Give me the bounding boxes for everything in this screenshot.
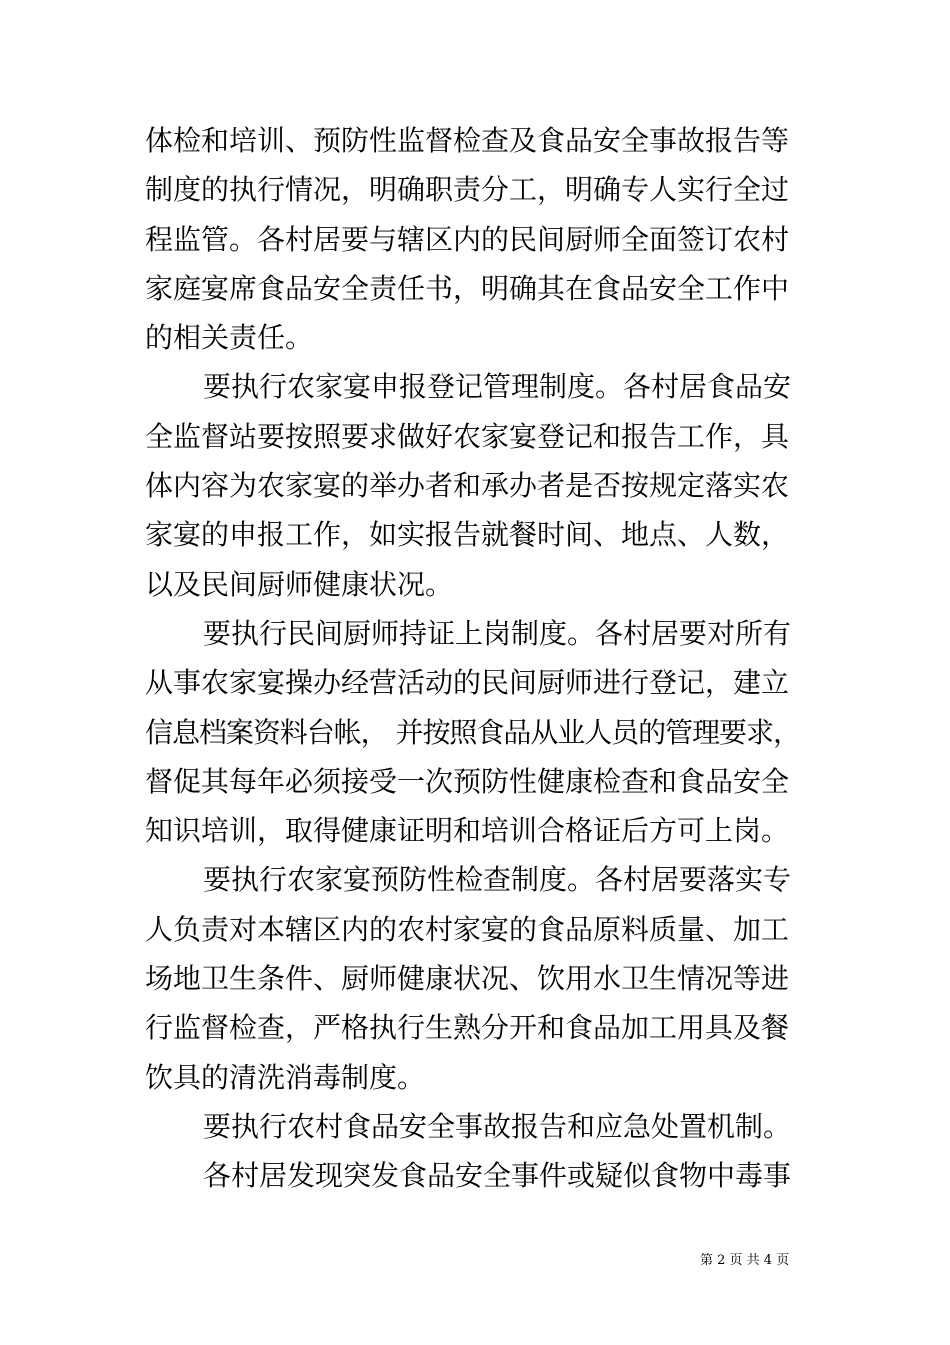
text-line: 饮具的清洗消毒制度。 <box>145 1060 426 1094</box>
text-line: 以及民间厨师健康状况。 <box>145 567 454 601</box>
text-line: 信息档案资料台帐， 并按照食品从业人员的管理要求， <box>145 715 800 749</box>
paragraph-start-line: 各村居发现突发食品安全事件或疑似食物中毒事 <box>203 1159 792 1193</box>
text-line: 全监督站要按照要求做好农家宴登记和报告工作，具 <box>145 419 790 453</box>
page-number-footer: 第 2 页 共 4 页 <box>700 1253 790 1268</box>
text-line: 场地卫生条件、厨师健康状况、饮用水卫生情况等进 <box>145 962 790 996</box>
text-line: 家庭宴席食品安全责任书，明确其在食品安全工作中 <box>145 271 790 305</box>
text-line: 的相关责任。 <box>145 321 314 355</box>
text-line: 家宴的申报工作，如实报告就餐时间、地点、人数， <box>145 518 790 552</box>
text-line: 体内容为农家宴的举办者和承办者是否按规定落实农 <box>145 469 790 503</box>
paragraph-start-line: 要执行农家宴预防性检查制度。各村居要落实专 <box>203 863 792 897</box>
text-line: 督促其每年必须接受一次预防性健康检查和食品安全 <box>145 764 790 798</box>
paragraph-start-line: 要执行农村食品安全事故报告和应急处置机制。 <box>203 1109 792 1143</box>
text-line: 行监督检查，严格执行生熟分开和食品加工用具及餐 <box>145 1011 790 1045</box>
text-line: 人负责对本辖区内的农村家宴的食品原料质量、加工 <box>145 912 790 946</box>
text-line: 程监管。各村居要与辖区内的民间厨师全面签订农村 <box>145 222 790 256</box>
body-text <box>145 116 800 1201</box>
paragraph-start-line: 要执行民间厨师持证上岗制度。各村居要对所有 <box>203 616 792 650</box>
text-line: 从事农家宴操办经营活动的民间厨师进行登记，建立 <box>145 666 790 700</box>
text-line: 知识培训，取得健康证明和培训合格证后方可上岗。 <box>145 814 790 848</box>
text-line: 制度的执行情况，明确职责分工，明确专人实行全过 <box>145 173 790 207</box>
text-line: 体检和培训、预防性监督检查及食品安全事故报告等 <box>145 124 790 157</box>
paragraph-start-line: 要执行农家宴申报登记管理制度。各村居食品安 <box>203 370 792 404</box>
